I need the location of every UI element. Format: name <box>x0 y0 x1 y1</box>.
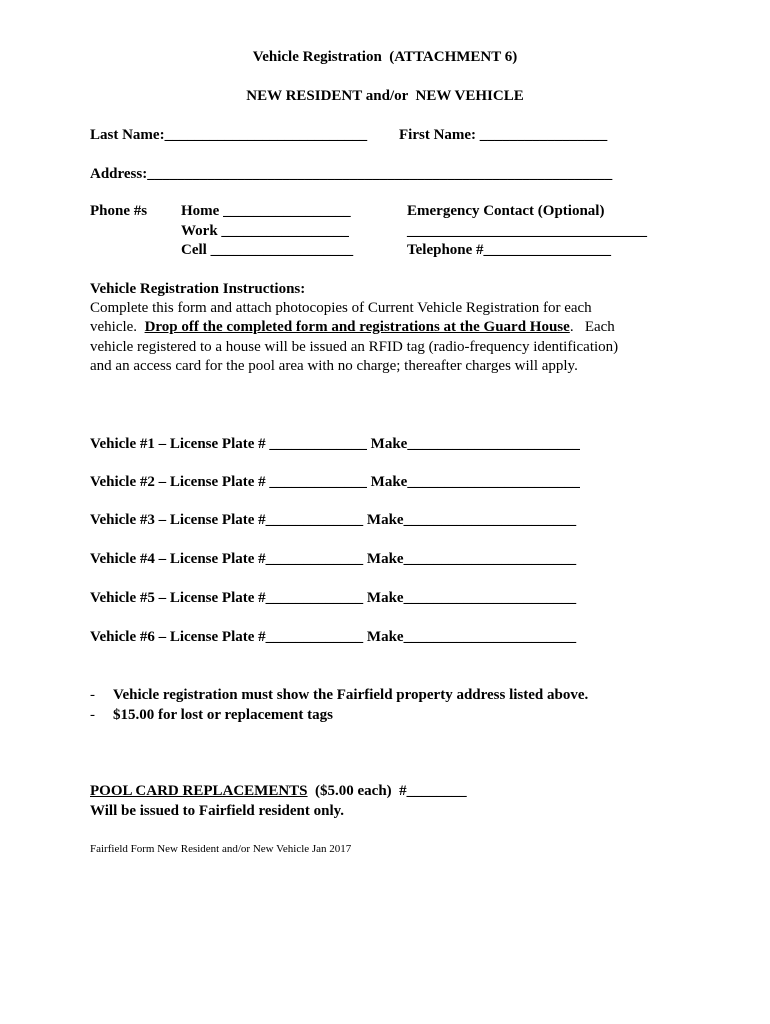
note-2-bullet: - <box>90 707 95 723</box>
instructions-line-4: and an access card for the pool area with no charge; thereafter charges will apply. <box>90 358 578 374</box>
instructions-line-3: vehicle registered to a house will be issued an RFID tag (radio-frequency identification) <box>90 339 619 355</box>
vehicle-3-row[interactable]: Vehicle #3 – License Plate #_____________ Make_______________________ <box>90 512 577 528</box>
pool-card-heading: POOL CARD REPLACEMENTS <box>90 783 308 799</box>
instructions-line-2-end: . Each <box>569 319 615 335</box>
address-field[interactable]: Address:______________________________________________________________ <box>90 166 613 182</box>
vehicle-4-row[interactable]: Vehicle #4 – License Plate #_____________ Make_______________________ <box>90 551 577 567</box>
emergency-contact-label: Emergency Contact (Optional) <box>407 203 605 219</box>
vehicle-5-row[interactable]: Vehicle #5 – License Plate #_____________ Make_______________________ <box>90 590 577 606</box>
form-footer: Fairfield Form New Resident and/or New Vehicle Jan 2017 <box>90 843 352 855</box>
phone-label: Phone #s <box>90 203 148 219</box>
pool-card-price-field[interactable]: ($5.00 each) #________ <box>307 783 467 799</box>
last-name-field[interactable]: Last Name:___________________________ <box>90 127 368 143</box>
work-phone-field[interactable]: Work _________________ <box>181 223 349 239</box>
cell-phone-field[interactable]: Cell ___________________ <box>181 242 354 258</box>
instructions-line-2-start: vehicle. <box>90 319 145 335</box>
note-2: $15.00 for lost or replacement tags <box>113 707 333 723</box>
note-1: Vehicle registration must show the Fairfield property address listed above. <box>113 687 589 703</box>
pool-card-note: Will be issued to Fairfield resident only. <box>90 803 345 819</box>
vehicle-2-row[interactable]: Vehicle #2 – License Plate # _____________ Make_______________________ <box>90 474 580 490</box>
instructions-line-1: Complete this form and attach photocopies of Current Vehicle Registration for each <box>90 300 592 316</box>
instructions-heading: Vehicle Registration Instructions: <box>90 281 306 297</box>
pool-card-line[interactable] <box>90 782 467 800</box>
form-subtitle: NEW RESIDENT and/or NEW VEHICLE <box>246 88 524 104</box>
home-phone-field[interactable]: Home _________________ <box>181 203 351 219</box>
vehicle-1-row[interactable]: Vehicle #1 – License Plate # _____________ Make_______________________ <box>90 436 580 452</box>
emergency-telephone-field[interactable]: Telephone #_________________ <box>407 242 612 258</box>
vehicle-6-row[interactable]: Vehicle #6 – License Plate #_____________ Make_______________________ <box>90 629 577 645</box>
form-title: Vehicle Registration (ATTACHMENT 6) <box>252 49 518 65</box>
note-1-bullet: - <box>90 687 95 703</box>
drop-off-instruction: Drop off the completed form and registrations at the Guard House <box>144 319 570 335</box>
first-name-field[interactable]: First Name: _________________ <box>399 127 608 143</box>
emergency-contact-field[interactable]: ________________________________ <box>407 223 647 239</box>
instructions-line-2 <box>90 318 615 336</box>
